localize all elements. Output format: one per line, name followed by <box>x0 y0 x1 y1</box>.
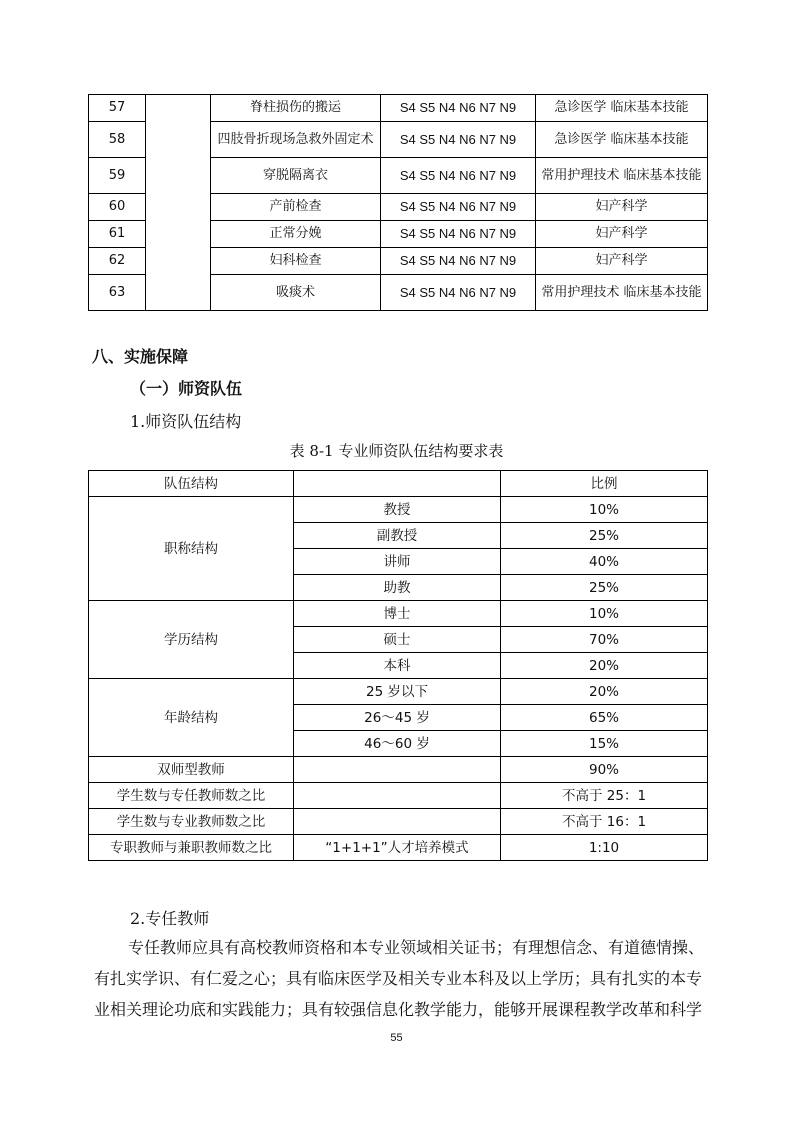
row-label: 双师型教师 <box>89 757 294 783</box>
row-label: 学生数与专业教师数之比 <box>89 809 294 835</box>
course-name: 妇产科学 <box>536 221 708 248</box>
competency-codes: S4 S5 N4 N6 N7 N9 <box>381 275 536 311</box>
table-row <box>89 835 708 861</box>
item-name: 助教 <box>294 575 501 601</box>
competency-codes: S4 S5 N4 N6 N7 N9 <box>381 158 536 194</box>
item-ratio: 20% <box>501 679 708 705</box>
item-name: 博士 <box>294 601 501 627</box>
item-ratio: 40% <box>501 549 708 575</box>
skill-name: 产前检查 <box>211 194 381 221</box>
table-row <box>89 95 708 122</box>
table-header-row <box>89 471 708 497</box>
item-name: 46～60 岁 <box>294 731 501 757</box>
item-name: 26～45 岁 <box>294 705 501 731</box>
row-number: 58 <box>89 122 146 158</box>
item-heading-structure: 1.师资队伍结构 <box>130 412 242 431</box>
row-middle <box>294 757 501 783</box>
item-name: 25 岁以下 <box>294 679 501 705</box>
row-ratio: 1:10 <box>501 835 708 861</box>
course-name: 妇产科学 <box>536 194 708 221</box>
competency-codes: S4 S5 N4 N6 N7 N9 <box>381 194 536 221</box>
course-name: 常用护理技术 临床基本技能 <box>536 158 708 194</box>
item-name: 副教授 <box>294 523 501 549</box>
column-header-ratio: 比例 <box>501 471 708 497</box>
row-ratio: 不高于 25：1 <box>501 783 708 809</box>
row-middle <box>294 783 501 809</box>
skill-name: 穿脱隔离衣 <box>211 158 381 194</box>
row-ratio: 不高于 16：1 <box>501 809 708 835</box>
body-paragraph <box>94 932 706 1025</box>
paragraph-line: 专任教师应具有高校教师资格和本专业领域相关证书；有理想信念、有道德情操、 <box>128 938 705 957</box>
skill-name: 正常分娩 <box>211 221 381 248</box>
item-ratio: 25% <box>501 575 708 601</box>
item-ratio: 15% <box>501 731 708 757</box>
row-middle: “1+1+1”人才培养模式 <box>294 835 501 861</box>
item-ratio: 65% <box>501 705 708 731</box>
row-label: 学生数与专任教师数之比 <box>89 783 294 809</box>
row-label: 专职教师与兼职教师数之比 <box>89 835 294 861</box>
item-name: 本科 <box>294 653 501 679</box>
staff-structure-table <box>88 470 708 861</box>
competency-codes: S4 S5 N4 N6 N7 N9 <box>381 221 536 248</box>
column-header-structure: 队伍结构 <box>89 471 294 497</box>
skill-name: 四肢骨折现场急救外固定术 <box>211 122 381 158</box>
competency-codes: S4 S5 N4 N6 N7 N9 <box>381 122 536 158</box>
item-ratio: 10% <box>501 601 708 627</box>
table-row <box>89 497 708 523</box>
item-heading-full-time-teachers: 2.专任教师 <box>130 909 210 928</box>
row-number: 59 <box>89 158 146 194</box>
course-name: 急诊医学 临床基本技能 <box>536 122 708 158</box>
skill-name: 妇科检查 <box>211 248 381 275</box>
item-name: 讲师 <box>294 549 501 575</box>
item-ratio: 70% <box>501 627 708 653</box>
row-number: 60 <box>89 194 146 221</box>
course-name: 常用护理技术 临床基本技能 <box>536 275 708 311</box>
item-name: 教授 <box>294 497 501 523</box>
competency-codes: S4 S5 N4 N6 N7 N9 <box>381 248 536 275</box>
item-ratio: 20% <box>501 653 708 679</box>
table-row <box>89 679 708 705</box>
table-row <box>89 783 708 809</box>
competency-codes: S4 S5 N4 N6 N7 N9 <box>381 95 536 122</box>
row-number: 63 <box>89 275 146 311</box>
table-row <box>89 757 708 783</box>
section-heading: 八、实施保障 <box>92 347 189 366</box>
subsection-heading: （一）师资队伍 <box>130 379 243 398</box>
group-label-title: 职称结构 <box>89 497 294 601</box>
row-number: 61 <box>89 221 146 248</box>
row-ratio: 90% <box>501 757 708 783</box>
course-name: 妇产科学 <box>536 248 708 275</box>
column-header-middle <box>294 471 501 497</box>
page-number: 55 <box>390 1032 403 1044</box>
item-name: 硕士 <box>294 627 501 653</box>
paragraph-line: 有扎实学识、有仁爱之心；具有临床医学及相关专业本科及以上学历；具有扎实的本专 <box>94 969 703 988</box>
row-number: 57 <box>89 95 146 122</box>
table-row <box>89 601 708 627</box>
item-ratio: 25% <box>501 523 708 549</box>
table-row <box>89 809 708 835</box>
category-cell <box>146 95 211 311</box>
row-middle <box>294 809 501 835</box>
course-name: 急诊医学 临床基本技能 <box>536 95 708 122</box>
table-caption: 表 8-1 专业师资队伍结构要求表 <box>289 442 504 460</box>
skills-table <box>88 94 708 311</box>
item-ratio: 10% <box>501 497 708 523</box>
paragraph-line: 业相关理论功底和实践能力；具有较强信息化教学能力，能够开展课程教学改革和科学 <box>94 1000 703 1019</box>
skill-name: 脊柱损伤的搬运 <box>211 95 381 122</box>
group-label-age: 年龄结构 <box>89 679 294 757</box>
skill-name: 吸痰术 <box>211 275 381 311</box>
row-number: 62 <box>89 248 146 275</box>
group-label-degree: 学历结构 <box>89 601 294 679</box>
